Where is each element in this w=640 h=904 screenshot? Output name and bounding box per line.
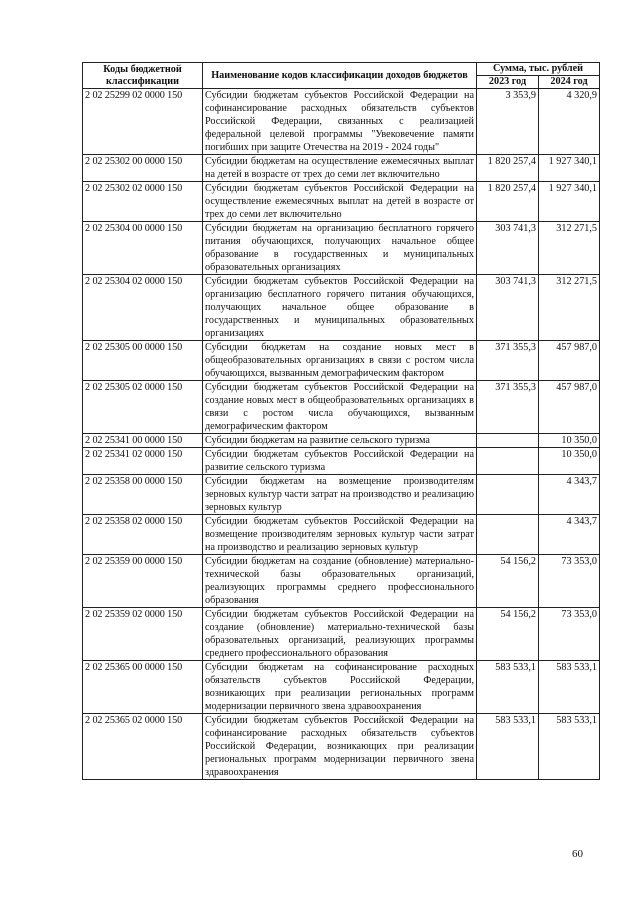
description-cell: Субсидии бюджетам на организацию бесплатного горячего питания обучающихся, получающих начальное общее образование в государственных и муниципальных образовательных организациях <box>203 222 477 275</box>
budget-code-cell: 2 02 25358 00 0000 150 <box>83 475 203 515</box>
description-cell: Субсидии бюджетам субъектов Российской Федерации на создание (обновление) материально-технической базы образовательных организаций, реализующих программы среднего профессионального образования <box>203 608 477 661</box>
amount-2023-cell: 3 353,9 <box>477 89 539 155</box>
budget-code-cell: 2 02 25341 00 0000 150 <box>83 434 203 448</box>
header-codes: Коды бюджетной классификации <box>83 63 203 89</box>
amount-2023-cell: 371 355,3 <box>477 381 539 434</box>
amount-2023-cell: 303 741,3 <box>477 222 539 275</box>
table-row <box>83 448 600 475</box>
table-row <box>83 381 600 434</box>
amount-2024-cell: 1 927 340,1 <box>539 155 600 182</box>
amount-2023-cell: 54 156,2 <box>477 555 539 608</box>
amount-2024-cell: 312 271,5 <box>539 275 600 341</box>
budget-code-cell: 2 02 25305 02 0000 150 <box>83 381 203 434</box>
amount-2024-cell: 73 353,0 <box>539 555 600 608</box>
amount-2023-cell: 583 533,1 <box>477 714 539 780</box>
amount-2023-cell: 1 820 257,4 <box>477 155 539 182</box>
budget-code-cell: 2 02 25359 02 0000 150 <box>83 608 203 661</box>
table-row <box>83 515 600 555</box>
header-year-2023: 2023 год <box>477 76 539 89</box>
amount-2024-cell: 312 271,5 <box>539 222 600 275</box>
amount-2024-cell: 583 533,1 <box>539 714 600 780</box>
budget-code-cell: 2 02 25358 02 0000 150 <box>83 515 203 555</box>
table-row <box>83 275 600 341</box>
description-cell: Субсидии бюджетам субъектов Российской Федерации на создание новых мест в общеобразовательных организациях в связи с ростом числа обучающихся, вызванным демографическим фактором <box>203 381 477 434</box>
budget-table <box>82 62 600 780</box>
amount-2024-cell: 10 350,0 <box>539 434 600 448</box>
table-row <box>83 475 600 515</box>
description-cell: Субсидии бюджетам на софинансирование расходных обязательств субъектов Российской Федерации, возникающих при реализации региональных программ модернизации первичного звена здравоохранения <box>203 661 477 714</box>
amount-2024-cell: 4 343,7 <box>539 515 600 555</box>
amount-2024-cell: 583 533,1 <box>539 661 600 714</box>
amount-2023-cell: 303 741,3 <box>477 275 539 341</box>
budget-code-cell: 2 02 25302 02 0000 150 <box>83 182 203 222</box>
header-sum: Сумма, тыс. рублей <box>477 63 600 76</box>
table-row <box>83 89 600 155</box>
budget-code-cell: 2 02 25299 02 0000 150 <box>83 89 203 155</box>
table-body <box>83 89 600 780</box>
budget-code-cell: 2 02 25365 02 0000 150 <box>83 714 203 780</box>
budget-code-cell: 2 02 25359 00 0000 150 <box>83 555 203 608</box>
description-cell: Субсидии бюджетам субъектов Российской Федерации на софинансирование расходных обязательств субъектов Российской Федерации, возникающих при реализации региональных программ модернизации первичного звена здравоохранения <box>203 714 477 780</box>
amount-2024-cell: 73 353,0 <box>539 608 600 661</box>
header-year-2024: 2024 год <box>539 76 600 89</box>
budget-code-cell: 2 02 25365 00 0000 150 <box>83 661 203 714</box>
amount-2024-cell: 4 320,9 <box>539 89 600 155</box>
amount-2024-cell: 4 343,7 <box>539 475 600 515</box>
amount-2024-cell: 457 987,0 <box>539 341 600 381</box>
budget-code-cell: 2 02 25304 02 0000 150 <box>83 275 203 341</box>
table-row <box>83 434 600 448</box>
amount-2024-cell: 10 350,0 <box>539 448 600 475</box>
description-cell: Субсидии бюджетам субъектов Российской Федерации на организацию бесплатного горячего питания обучающихся, получающих начальное общее образование в государственных и муниципальных образовательных организациях <box>203 275 477 341</box>
description-cell: Субсидии бюджетам субъектов Российской Федерации на осуществление ежемесячных выплат на детей в возрасте от трех до семи лет включительно <box>203 182 477 222</box>
description-cell: Субсидии бюджетам субъектов Российской Федерации на софинансирование расходных обязательств субъектов Российской Федерации, связанных с реализацией федеральной целевой программы "Увековечение памяти погибших при защите Отечества на 2019 - 2024 годы" <box>203 89 477 155</box>
description-cell: Субсидии бюджетам на возмещение производителям зерновых культур части затрат на производство и реализацию зерновых культур <box>203 475 477 515</box>
description-cell: Субсидии бюджетам субъектов Российской Федерации на развитие сельского туризма <box>203 448 477 475</box>
description-cell: Субсидии бюджетам на создание новых мест в общеобразовательных организациях в связи с ростом числа обучающихся, вызванным демографическим фактором <box>203 341 477 381</box>
amount-2023-cell: 371 355,3 <box>477 341 539 381</box>
amount-2023-cell: 1 820 257,4 <box>477 182 539 222</box>
amount-2023-cell <box>477 475 539 515</box>
budget-code-cell: 2 02 25341 02 0000 150 <box>83 448 203 475</box>
amount-2023-cell <box>477 515 539 555</box>
budget-code-cell: 2 02 25304 00 0000 150 <box>83 222 203 275</box>
table-row <box>83 555 600 608</box>
amount-2024-cell: 457 987,0 <box>539 381 600 434</box>
budget-code-cell: 2 02 25302 00 0000 150 <box>83 155 203 182</box>
table-row <box>83 714 600 780</box>
table-header <box>83 63 600 89</box>
page-number: 60 <box>572 848 583 860</box>
description-cell: Субсидии бюджетам на создание (обновление) материально-технической базы образовательных организаций, реализующих программы среднего профессионального образования <box>203 555 477 608</box>
amount-2023-cell: 54 156,2 <box>477 608 539 661</box>
amount-2023-cell <box>477 448 539 475</box>
description-cell: Субсидии бюджетам на осуществление ежемесячных выплат на детей в возрасте от трех до семи лет включительно <box>203 155 477 182</box>
table-row <box>83 661 600 714</box>
header-names: Наименование кодов классификации доходов бюджетов <box>203 63 477 89</box>
table-row <box>83 182 600 222</box>
description-cell: Субсидии бюджетам субъектов Российской Федерации на возмещение производителям зерновых культур части затрат на производство и реализацию зерновых культур <box>203 515 477 555</box>
table-row <box>83 155 600 182</box>
table-row <box>83 341 600 381</box>
amount-2023-cell: 583 533,1 <box>477 661 539 714</box>
budget-code-cell: 2 02 25305 00 0000 150 <box>83 341 203 381</box>
table-row <box>83 608 600 661</box>
description-cell: Субсидии бюджетам на развитие сельского туризма <box>203 434 477 448</box>
amount-2023-cell <box>477 434 539 448</box>
amount-2024-cell: 1 927 340,1 <box>539 182 600 222</box>
table-row <box>83 222 600 275</box>
